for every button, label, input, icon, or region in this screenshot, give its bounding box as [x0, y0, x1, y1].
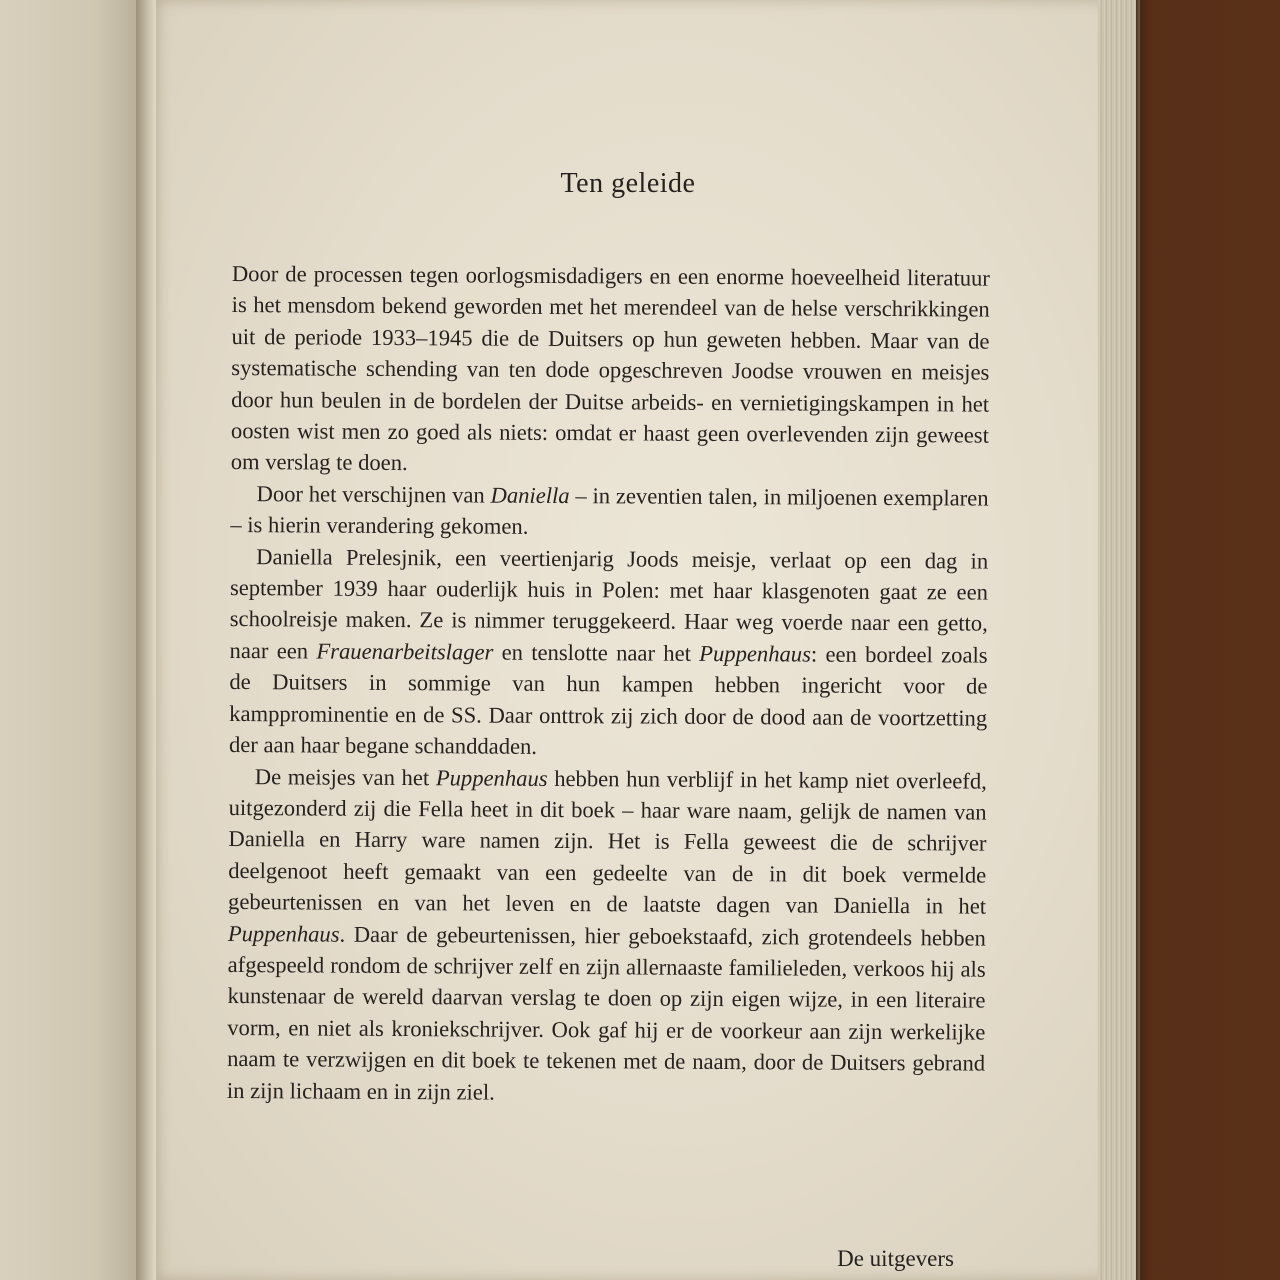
- italic-text: Puppenhaus: [699, 640, 811, 667]
- body-paragraph: [227, 760, 987, 1110]
- body-paragraph: [230, 478, 988, 545]
- paragraph-text: hebben hun verblijf in het kamp niet overleefd, uitgezonderd zij die Fella heet in dit boek – haar ware naam, gelijk de namen van Daniella en Harry ware namen zijn. Het is Fella geweest die de schrijver deelgenoot heeft gemaakt van een gedeelte van de in dit boek vermelde gebeurtenissen en van het leven en de laatste dagen van Daniella in het: [227, 765, 987, 919]
- page-body: [227, 258, 990, 1111]
- paragraph-text: – in zeventien talen, in miljoenen exemplaren – is hierin verandering gekomen.: [230, 482, 989, 540]
- page-edge-shadow: [1136, 0, 1150, 1280]
- italic-text: Puppenhaus: [227, 920, 340, 947]
- paragraph-text: Door de processen tegen oorlogsmisdadigers en een enorme hoeveelheid literatuur is het mensdom bekend geworden met het merendeel van de helse verschrikkingen uit de periode 1933–1945 die de Duitsers op hun geweten hebben. Maar van de systematische schending van ten dode opgeschreven Joodse vrouwen en meisjes door hun beulen in de bordelen der Duitse arbeids- en vernietigingskampen in het oosten wist men zo goed als niets: omdat er haast geen overlevenden zijn geweest om verslag te doen.: [230, 260, 990, 476]
- italic-text: Daniella: [490, 482, 570, 508]
- page-edges: [1098, 0, 1140, 1280]
- italic-text: Frauenarbeitslager: [316, 638, 494, 665]
- paragraph-text: Daniella Prelesjnik, een veertienjarig Joods meisje, verlaat op een dag in september 1939 haar ouderlijk huis in Polen: met haar klasgenoten gaat ze een schoolreisje maken. Ze is nimmer teruggekeerd. Haar weg voerde naar een getto, naar een: [229, 543, 989, 664]
- page-title: Ten geleide: [560, 168, 696, 199]
- paragraph-text: . Daar de gebeurtenissen, hier geboekstaafd, zich grotendeels hebben afgespeeld rondom de schrijver zelf en zijn allernaaste familieleden, verkoos hij als kunstenaar de wereld daarvan verslag te doen op zijn eigen wijze, in een literaire vorm, en niet als kroniekschrijver. Ook gaf hij er de voorkeur aan zijn werkelijke naam te verzwijgen en dit boek te tekenen met de naam, door de Duitsers gebrand in zijn lichaam en in zijn ziel.: [226, 921, 986, 1105]
- paragraph-text: : een bordeel zoals de Duitsers in sommige van hun kampen hebben ingericht voor de kampprominentie en de SS. Daar onttrok zij zich door de dood aan de voortzetting der aan haar begane schanddaden.: [228, 641, 988, 759]
- left-page: [0, 0, 140, 1280]
- body-paragraph: [229, 541, 988, 765]
- signature: De uitgevers: [837, 1246, 954, 1271]
- italic-text: Puppenhaus: [435, 764, 548, 791]
- paragraph-text: Door het verschijnen van: [256, 480, 491, 508]
- paragraph-text: en tenslotte naar het: [493, 639, 700, 666]
- body-paragraph: [231, 258, 990, 482]
- paragraph-text: De meisjes van het: [254, 763, 436, 790]
